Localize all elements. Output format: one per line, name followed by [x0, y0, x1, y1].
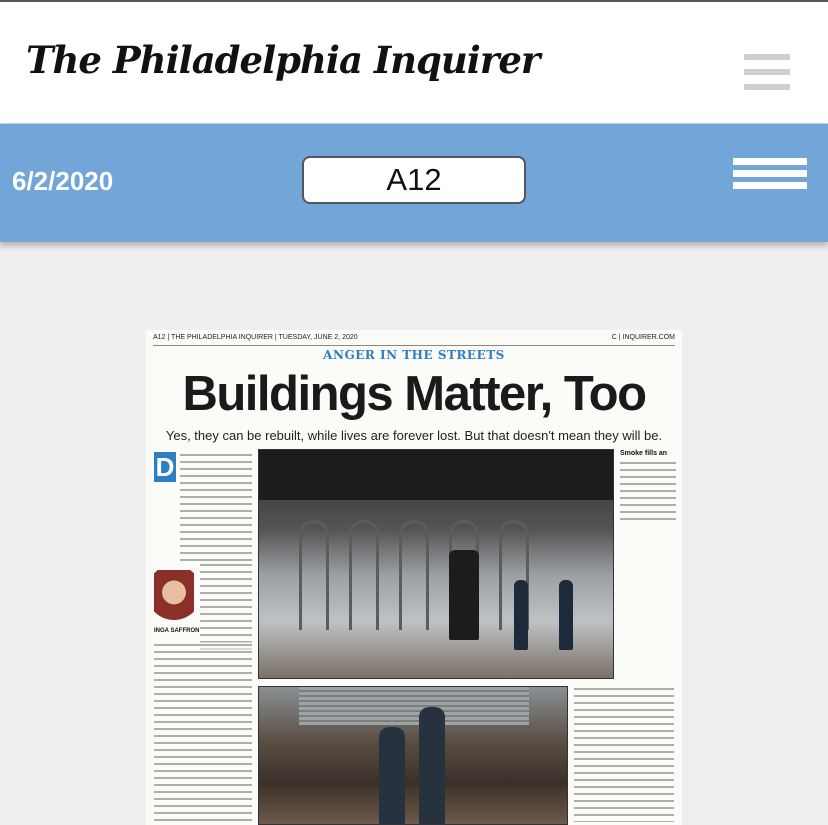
article-deck: Yes, they can be rebuilt, while lives are forever lost. But that doesn't mean they will be.	[165, 428, 663, 443]
text-column-left-mid	[200, 562, 252, 654]
folio-strip	[153, 334, 675, 346]
edition-toolbar	[0, 124, 828, 242]
photo-caption: Smoke fills an	[620, 450, 668, 457]
photo-caption-body	[620, 460, 676, 520]
edition-date[interactable]: 6/2/2020	[12, 166, 114, 196]
newspaper-page[interactable]	[146, 330, 682, 825]
sections-menu-icon[interactable]	[733, 158, 807, 198]
article-kicker: ANGER IN THE STREETS	[323, 348, 505, 362]
main-menu-icon[interactable]	[744, 54, 790, 94]
folio-left: A12 | THE PHILADELPHIA INQUIRER | TUESDAY, JUNE 2, 2020	[153, 334, 358, 341]
article-headline: Buildings Matter, Too	[182, 367, 646, 421]
columnist-byline: INGA SAFFRON	[154, 628, 200, 634]
folio-right: C | INQUIRER.COM	[611, 334, 675, 341]
photo-el-underpass	[258, 449, 614, 679]
photo-burned-store	[258, 686, 568, 825]
app-header	[0, 0, 828, 124]
dropcap: D	[155, 452, 175, 482]
text-column-right-bottom	[574, 686, 674, 822]
brand-logo[interactable]: The Philadelphia Inquirer	[26, 38, 540, 82]
text-column-left-top	[180, 452, 252, 562]
page-selector[interactable]: A12	[302, 156, 526, 204]
columnist-photo	[154, 570, 194, 626]
text-column-left-bottom	[154, 642, 252, 822]
